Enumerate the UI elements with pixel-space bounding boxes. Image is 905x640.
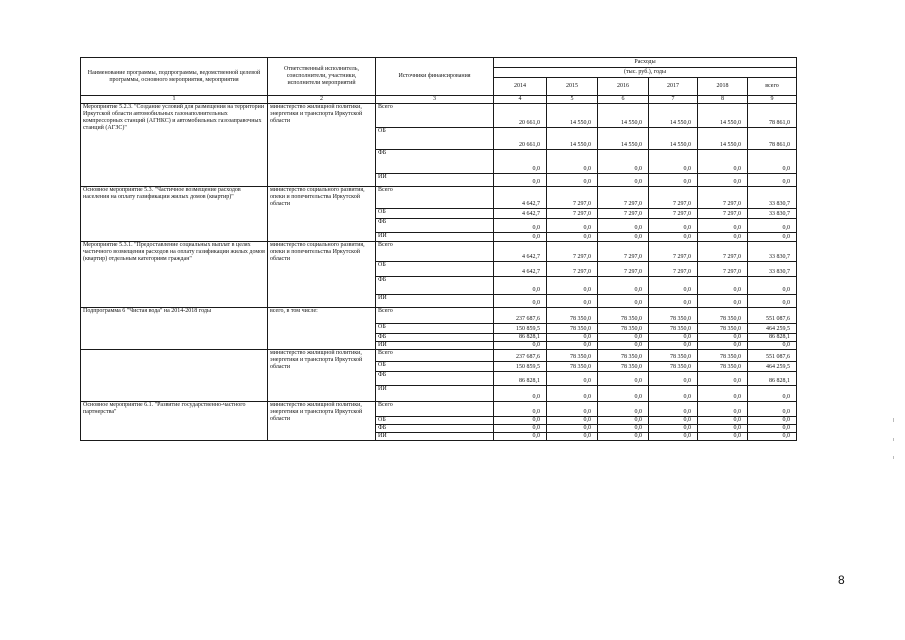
year-value-cell: 0,0 — [494, 386, 547, 402]
year-value-cell: 78 350,0 — [649, 324, 698, 334]
year-value-cell: 0,0 — [698, 386, 748, 402]
header-total: всего — [748, 78, 797, 96]
year-value-cell: 7 297,0 — [698, 262, 748, 277]
funding-source-cell: Всего — [376, 402, 494, 417]
year-value-cell: 7 297,0 — [547, 242, 598, 262]
total-value-cell: 0,0 — [748, 174, 797, 187]
year-value-cell: 0,0 — [494, 277, 547, 295]
year-value-cell: 0,0 — [698, 334, 748, 342]
total-value-cell: 0,0 — [748, 402, 797, 417]
year-value-cell: 20 661,0 — [494, 104, 547, 128]
year-value-cell: 14 550,0 — [598, 128, 649, 150]
column-number: 6 — [598, 96, 649, 104]
total-value-cell: 464 259,5 — [748, 324, 797, 334]
year-value-cell: 0,0 — [494, 433, 547, 441]
header-source: Источники финансирования — [376, 58, 494, 96]
year-value-cell: 150 859,5 — [494, 362, 547, 372]
year-value-cell: 0,0 — [494, 150, 547, 174]
year-value-cell: 150 859,5 — [494, 324, 547, 334]
year-value-cell: 7 297,0 — [598, 262, 649, 277]
funding-source-cell: Всего — [376, 308, 494, 324]
scan-mark — [893, 438, 894, 441]
year-value-cell: 0,0 — [598, 174, 649, 187]
funding-source-cell: ИИ — [376, 233, 494, 242]
year-value-cell: 4 642,7 — [494, 209, 547, 219]
year-value-cell: 78 350,0 — [598, 362, 649, 372]
year-value-cell: 0,0 — [598, 219, 649, 233]
year-value-cell: 78 350,0 — [598, 308, 649, 324]
year-value-cell: 0,0 — [547, 402, 598, 417]
total-value-cell: 0,0 — [748, 386, 797, 402]
item-name-cell: Мероприятие 5.2.3. "Создание условий для размещения на территории Иркутской области автомобильных газонаполнительных компрессорных станций (АГНКС) и автомобильных газозаправочных станций (АГЗС)" — [81, 104, 268, 187]
funding-source-cell: Всего — [376, 187, 494, 209]
year-value-cell: 78 350,0 — [698, 350, 748, 362]
year-value-cell: 0,0 — [649, 425, 698, 433]
year-value-cell: 0,0 — [598, 233, 649, 242]
table-body — [81, 104, 797, 441]
responsible-cell: всего, в том числе: — [268, 308, 376, 350]
year-value-cell: 0,0 — [598, 402, 649, 417]
total-value-cell: 0,0 — [748, 417, 797, 425]
year-value-cell: 7 297,0 — [598, 242, 649, 262]
year-value-cell: 0,0 — [598, 150, 649, 174]
header-year: 2017 — [649, 78, 698, 96]
funding-source-cell: ИИ — [376, 295, 494, 308]
year-value-cell: 20 661,0 — [494, 128, 547, 150]
year-value-cell: 0,0 — [649, 233, 698, 242]
year-value-cell: 0,0 — [698, 342, 748, 350]
year-value-cell: 0,0 — [649, 402, 698, 417]
year-value-cell: 0,0 — [649, 219, 698, 233]
year-value-cell: 7 297,0 — [698, 242, 748, 262]
total-value-cell: 33 830,7 — [748, 209, 797, 219]
funding-source-cell: ИИ — [376, 386, 494, 402]
year-value-cell: 7 297,0 — [547, 262, 598, 277]
total-value-cell: 0,0 — [748, 433, 797, 441]
column-number-row — [81, 96, 797, 104]
header-units: (тыс. руб.), годы — [494, 68, 797, 78]
header-year: 2015 — [547, 78, 598, 96]
total-value-cell: 78 861,0 — [748, 104, 797, 128]
year-value-cell: 0,0 — [494, 174, 547, 187]
year-value-cell: 0,0 — [649, 386, 698, 402]
responsible-cell: министерство жилищной политики, энергетики и транспорта Иркутской области — [268, 402, 376, 441]
year-value-cell: 7 297,0 — [598, 187, 649, 209]
year-value-cell: 0,0 — [547, 150, 598, 174]
item-name-cell: Мероприятие 5.3.1. "Предоставление социальных выплат в целях частичного возмещения расходов на оплату газификации жилых домов (квартир) отдельным категориям граждан" — [81, 242, 268, 308]
year-value-cell: 0,0 — [598, 372, 649, 386]
table-row — [81, 402, 797, 417]
year-value-cell: 0,0 — [547, 295, 598, 308]
item-name-cell: Подпрограмма 6 "Чистая вода" на 2014-2018 годы — [81, 308, 268, 350]
year-value-cell: 0,0 — [698, 402, 748, 417]
table-row — [81, 104, 797, 128]
year-value-cell: 78 350,0 — [547, 308, 598, 324]
year-value-cell: 78 350,0 — [698, 308, 748, 324]
year-value-cell: 78 350,0 — [598, 350, 649, 362]
year-value-cell: 237 687,6 — [494, 308, 547, 324]
year-value-cell: 237 687,6 — [494, 350, 547, 362]
year-value-cell: 86 828,1 — [494, 334, 547, 342]
total-value-cell: 78 861,0 — [748, 128, 797, 150]
total-value-cell: 86 828,1 — [748, 334, 797, 342]
column-number: 2 — [268, 96, 376, 104]
funding-source-cell: ИИ — [376, 433, 494, 441]
year-value-cell: 7 297,0 — [598, 209, 649, 219]
column-number: 7 — [649, 96, 698, 104]
year-value-cell: 0,0 — [649, 277, 698, 295]
table-header — [81, 58, 797, 104]
year-value-cell: 14 550,0 — [698, 128, 748, 150]
table-row — [81, 308, 797, 324]
year-value-cell: 78 350,0 — [698, 324, 748, 334]
scan-mark — [893, 456, 894, 459]
year-value-cell: 0,0 — [649, 150, 698, 174]
year-value-cell: 7 297,0 — [547, 209, 598, 219]
year-value-cell: 0,0 — [494, 295, 547, 308]
header-expenses: Расходы — [494, 58, 797, 68]
funding-source-cell: ФБ — [376, 219, 494, 233]
year-value-cell: 7 297,0 — [547, 187, 598, 209]
total-value-cell: 0,0 — [748, 277, 797, 295]
funding-source-cell: Всего — [376, 242, 494, 262]
page-number: 8 — [838, 573, 845, 587]
year-value-cell: 0,0 — [547, 277, 598, 295]
total-value-cell: 33 830,7 — [748, 262, 797, 277]
total-value-cell: 33 830,7 — [748, 242, 797, 262]
funding-source-cell: ИИ — [376, 174, 494, 187]
funding-source-cell: ОБ — [376, 209, 494, 219]
total-value-cell: 551 087,6 — [748, 350, 797, 362]
year-value-cell: 78 350,0 — [649, 362, 698, 372]
funding-source-cell: ФБ — [376, 425, 494, 433]
year-value-cell: 0,0 — [547, 219, 598, 233]
year-value-cell: 78 350,0 — [547, 350, 598, 362]
table-row — [81, 242, 797, 262]
column-number: 4 — [494, 96, 547, 104]
year-value-cell: 0,0 — [649, 433, 698, 441]
year-value-cell: 7 297,0 — [649, 209, 698, 219]
header-responsible: Ответственный исполнитель, соисполнители, участники, исполнители мероприятий — [268, 58, 376, 96]
year-value-cell: 0,0 — [598, 417, 649, 425]
year-value-cell: 86 828,1 — [494, 372, 547, 386]
year-value-cell: 0,0 — [494, 233, 547, 242]
year-value-cell: 0,0 — [698, 150, 748, 174]
year-value-cell: 0,0 — [698, 417, 748, 425]
header-year: 2014 — [494, 78, 547, 96]
year-value-cell: 0,0 — [698, 277, 748, 295]
year-value-cell: 0,0 — [598, 342, 649, 350]
funding-source-cell: ФБ — [376, 372, 494, 386]
year-value-cell: 0,0 — [547, 425, 598, 433]
funding-source-cell: ФБ — [376, 150, 494, 174]
year-value-cell: 4 642,7 — [494, 262, 547, 277]
year-value-cell: 0,0 — [698, 372, 748, 386]
funding-source-cell: ФБ — [376, 277, 494, 295]
item-name-cell — [81, 350, 268, 402]
total-value-cell: 0,0 — [748, 150, 797, 174]
year-value-cell: 0,0 — [598, 295, 649, 308]
column-number: 8 — [698, 96, 748, 104]
year-value-cell: 0,0 — [494, 425, 547, 433]
year-value-cell: 0,0 — [598, 334, 649, 342]
year-value-cell: 0,0 — [649, 295, 698, 308]
total-value-cell: 86 828,1 — [748, 372, 797, 386]
year-value-cell: 0,0 — [547, 417, 598, 425]
column-number: 5 — [547, 96, 598, 104]
header-name: Наименование программы, подпрограммы, ведомственной целевой программы, основного мероприятия, мероприятия — [81, 58, 268, 96]
year-value-cell: 0,0 — [649, 334, 698, 342]
year-value-cell: 0,0 — [494, 402, 547, 417]
responsible-cell: министерство социального развития, опеки и попечительства Иркутской области — [268, 242, 376, 308]
column-number: 3 — [376, 96, 494, 104]
year-value-cell: 78 350,0 — [547, 324, 598, 334]
year-value-cell: 0,0 — [698, 233, 748, 242]
funding-source-cell: ФБ — [376, 334, 494, 342]
header-year: 2016 — [598, 78, 649, 96]
total-value-cell: 0,0 — [748, 425, 797, 433]
total-value-cell: 464 259,5 — [748, 362, 797, 372]
year-value-cell: 14 550,0 — [649, 104, 698, 128]
total-value-cell: 551 087,6 — [748, 308, 797, 324]
year-value-cell: 0,0 — [649, 372, 698, 386]
year-value-cell: 0,0 — [547, 342, 598, 350]
year-value-cell: 0,0 — [547, 433, 598, 441]
year-value-cell: 78 350,0 — [649, 308, 698, 324]
year-value-cell: 0,0 — [649, 174, 698, 187]
responsible-cell: министерство жилищной политики, энергетики и транспорта Иркутской области — [268, 350, 376, 402]
year-value-cell: 0,0 — [649, 342, 698, 350]
funding-source-cell: ОБ — [376, 362, 494, 372]
budget-table — [80, 57, 797, 441]
year-value-cell: 0,0 — [598, 386, 649, 402]
column-number: 9 — [748, 96, 797, 104]
funding-source-cell: Всего — [376, 350, 494, 362]
year-value-cell: 0,0 — [698, 425, 748, 433]
year-value-cell: 0,0 — [547, 372, 598, 386]
year-value-cell: 0,0 — [547, 334, 598, 342]
year-value-cell: 0,0 — [698, 295, 748, 308]
funding-source-cell: ОБ — [376, 262, 494, 277]
funding-source-cell: ОБ — [376, 128, 494, 150]
year-value-cell: 0,0 — [649, 417, 698, 425]
total-value-cell: 0,0 — [748, 342, 797, 350]
funding-source-cell: Всего — [376, 104, 494, 128]
table-row — [81, 187, 797, 209]
year-value-cell: 78 350,0 — [649, 350, 698, 362]
year-value-cell: 0,0 — [598, 433, 649, 441]
year-value-cell: 0,0 — [494, 219, 547, 233]
year-value-cell: 7 297,0 — [649, 262, 698, 277]
year-value-cell: 14 550,0 — [649, 128, 698, 150]
item-name-cell: Основное мероприятие 5.3. "Частичное возмещение расходов населения на оплату газификации жилых домов (квартир)" — [81, 187, 268, 242]
year-value-cell: 78 350,0 — [598, 324, 649, 334]
year-value-cell: 4 642,7 — [494, 242, 547, 262]
funding-source-cell: ОБ — [376, 417, 494, 425]
year-value-cell: 7 297,0 — [649, 242, 698, 262]
responsible-cell: министерство жилищной политики, энергетики и транспорта Иркутской области — [268, 104, 376, 187]
year-value-cell: 0,0 — [494, 417, 547, 425]
year-value-cell: 7 297,0 — [698, 209, 748, 219]
year-value-cell: 4 642,7 — [494, 187, 547, 209]
header-year: 2018 — [698, 78, 748, 96]
year-value-cell: 0,0 — [698, 433, 748, 441]
year-value-cell: 0,0 — [547, 386, 598, 402]
year-value-cell: 14 550,0 — [698, 104, 748, 128]
total-value-cell: 0,0 — [748, 233, 797, 242]
total-value-cell: 0,0 — [748, 219, 797, 233]
year-value-cell: 0,0 — [547, 233, 598, 242]
item-name-cell: Основное мероприятие 6.1. "Развитие государственно-частного партнерства" — [81, 402, 268, 441]
year-value-cell: 78 350,0 — [547, 362, 598, 372]
year-value-cell: 0,0 — [598, 277, 649, 295]
year-value-cell: 14 550,0 — [547, 104, 598, 128]
column-number: 1 — [81, 96, 268, 104]
year-value-cell: 0,0 — [698, 174, 748, 187]
funding-source-cell: ОБ — [376, 324, 494, 334]
total-value-cell: 0,0 — [748, 295, 797, 308]
year-value-cell: 0,0 — [698, 219, 748, 233]
year-value-cell: 14 550,0 — [598, 104, 649, 128]
scan-mark — [893, 418, 894, 422]
year-value-cell: 0,0 — [598, 425, 649, 433]
table-row — [81, 350, 797, 362]
year-value-cell: 0,0 — [494, 342, 547, 350]
year-value-cell: 0,0 — [547, 174, 598, 187]
funding-source-cell: ИИ — [376, 342, 494, 350]
year-value-cell: 78 350,0 — [698, 362, 748, 372]
year-value-cell: 7 297,0 — [649, 187, 698, 209]
year-value-cell: 14 550,0 — [547, 128, 598, 150]
responsible-cell: министерство социального развития, опеки и попечительства Иркутской области — [268, 187, 376, 242]
year-value-cell: 7 297,0 — [698, 187, 748, 209]
total-value-cell: 33 830,7 — [748, 187, 797, 209]
